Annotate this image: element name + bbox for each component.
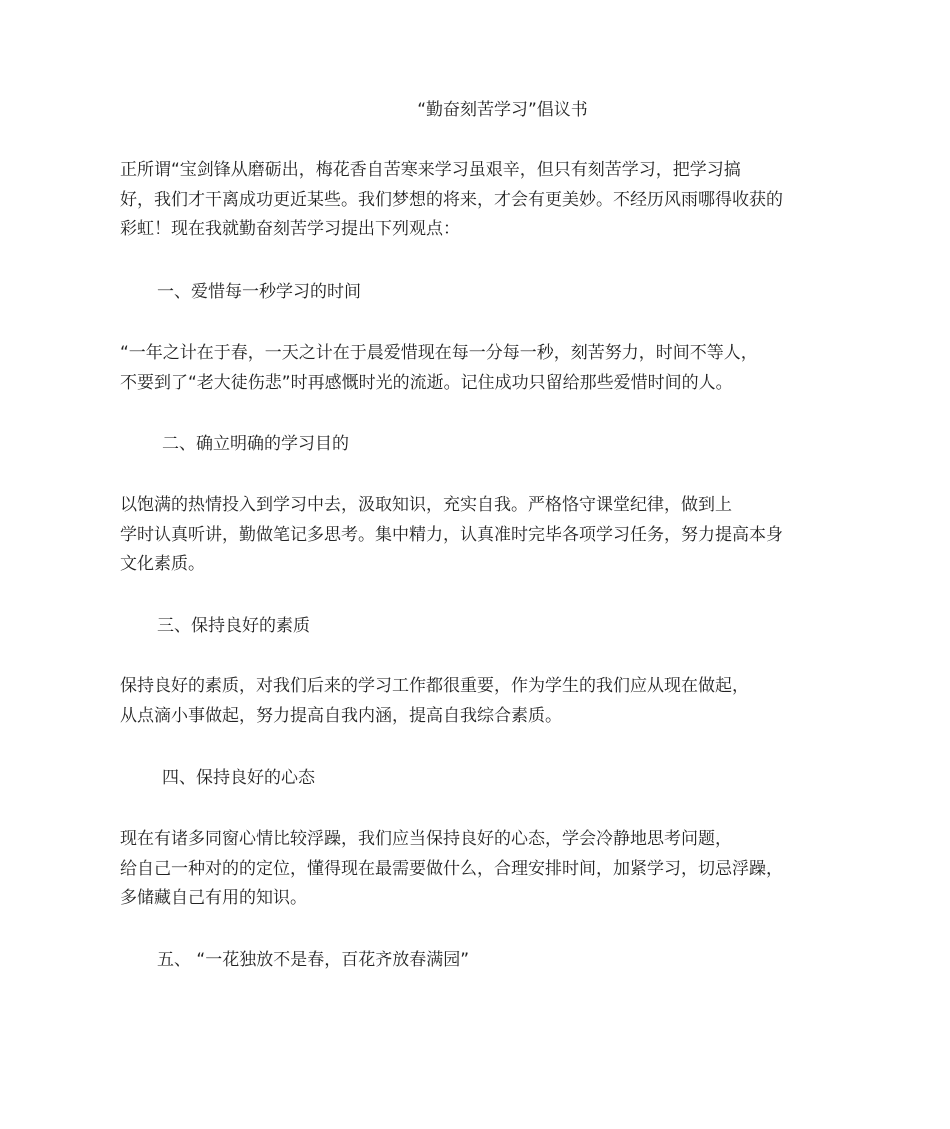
section-4-body: 现在有诸多同窗心情比较浮躁，我们应当保持良好的心态，学会冷静地思考问题， 给自己一种对的的定位，懂得现在最需要做什么，合理安排时间，加紧学习，切忌浮躁， 多储藏自己有用的知识。 bbox=[120, 829, 783, 908]
document-title: “勤奋刻苦学习”倡议书 bbox=[417, 100, 588, 120]
section-5-heading: 五、 “一花独放不是春，百花齐放春满园” bbox=[157, 950, 470, 970]
section-3-heading: 三、保持良好的素质 bbox=[157, 616, 310, 636]
section-1-heading: 一、爱惜每一秒学习的时间 bbox=[157, 282, 361, 302]
section-3-body: 保持良好的素质，对我们后来的学习工作都很重要，作为学生的我们应从现在做起， 从点滴小事做起，努力提高自我内涵，提高自我综合素质。 bbox=[120, 676, 749, 726]
section-4-heading: 四、保持良好的心态 bbox=[162, 768, 315, 788]
intro-paragraph: 正所谓“宝剑锋从磨砺出，梅花香自苦寒来学习虽艰辛，但只有刻苦学习，把学习搞 好，我们才干离成功更近某些。我们梦想的将来，才会有更美妙。不经历风雨哪得收获的 彩虹！现在我就勤奋刻苦学习提出下列观点： bbox=[120, 160, 783, 239]
section-1-body: “一年之计在于春，一天之计在于晨爱惜现在每一分每一秒，刻苦努力，时间不等人， 不要到了“老大徒伤悲”时再感慨时光的流逝。记住成功只留给那些爱惜时间的人。 bbox=[120, 343, 758, 393]
section-2-heading: 二、确立明确的学习目的 bbox=[162, 434, 349, 454]
section-2-body: 以饱满的热情投入到学习中去，汲取知识，充实自我。严格恪守课堂纪律，做到上 学时认真听讲，勤做笔记多思考。集中精力，认真准时完毕各项学习任务，努力提高本身 文化素质。 bbox=[120, 495, 783, 574]
